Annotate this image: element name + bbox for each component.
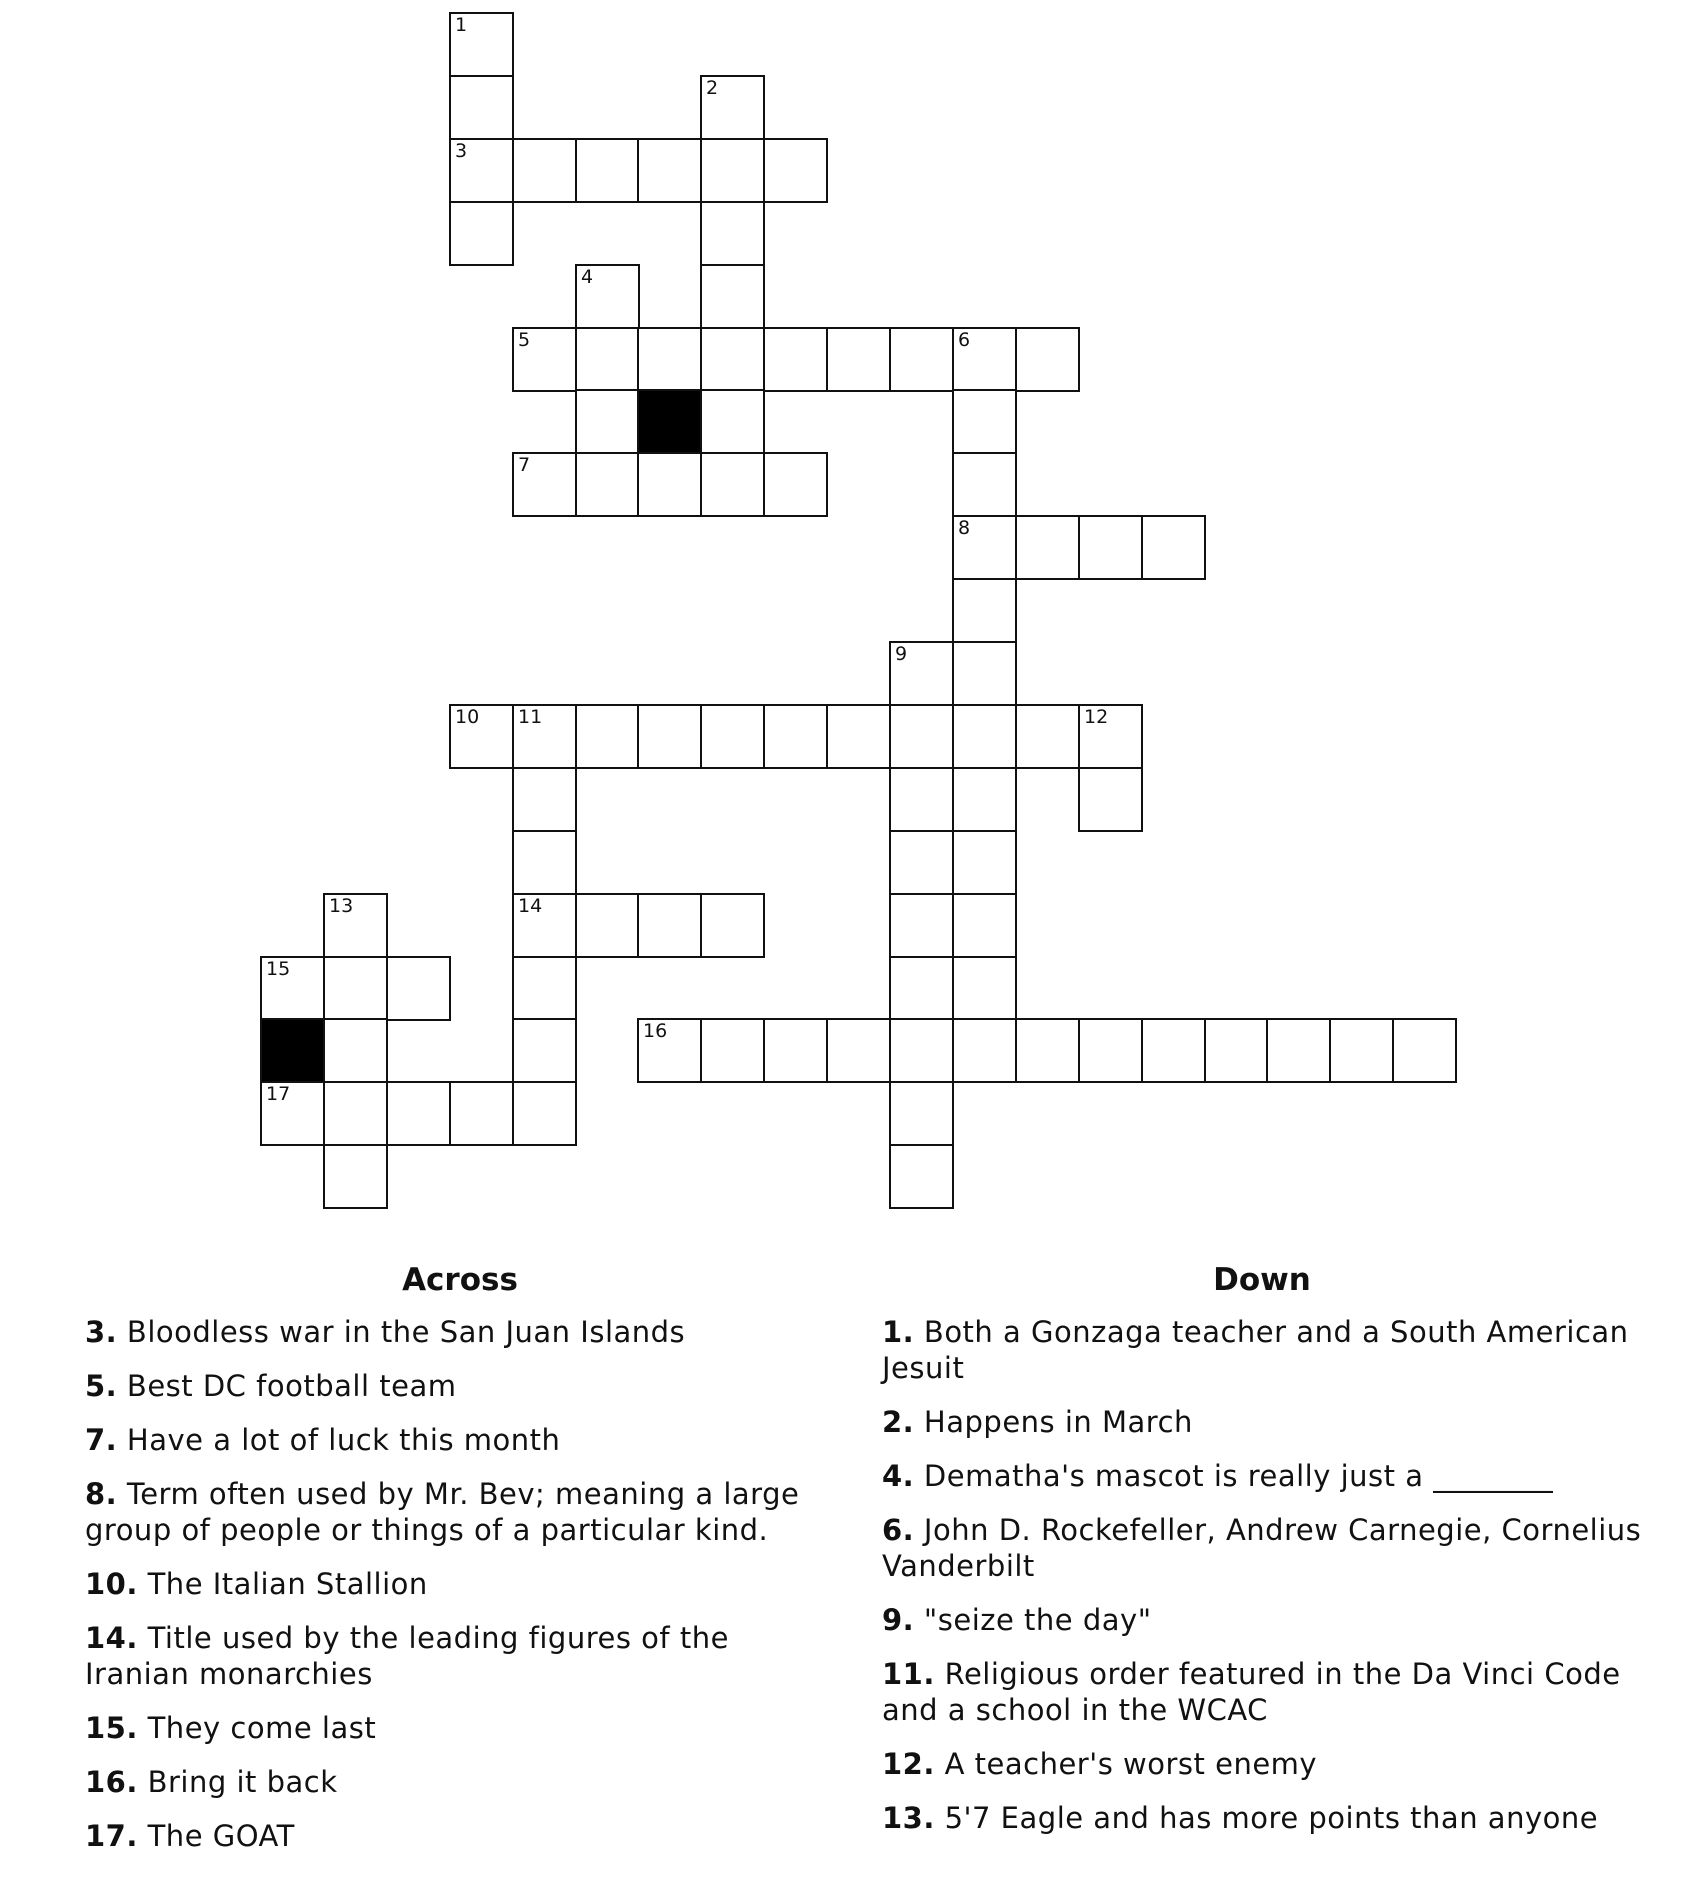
clue-number: 6: [958, 329, 971, 351]
grid-cell[interactable]: [952, 515, 1017, 580]
grid-cell[interactable]: [700, 389, 765, 454]
clue-number: 16: [643, 1020, 668, 1042]
down-clues: [882, 1262, 1642, 1854]
grid-cell[interactable]: [1015, 704, 1080, 769]
across-clue: [85, 1620, 835, 1692]
grid-cell[interactable]: [512, 767, 577, 832]
grid-cell[interactable]: [512, 1081, 577, 1146]
grid-cell[interactable]: [637, 452, 702, 517]
clue-text: Dematha's mascot is really just a ________: [923, 1459, 1554, 1493]
clue-number: 5: [518, 329, 531, 351]
grid-cell[interactable]: [1078, 767, 1143, 832]
clue-number: 2: [706, 77, 719, 99]
grid-cell[interactable]: [323, 1144, 388, 1209]
grid-cell[interactable]: [1015, 327, 1080, 392]
grid-cell[interactable]: [763, 704, 828, 769]
black-square: [637, 389, 702, 454]
down-clue: [882, 1404, 1642, 1440]
grid-cell[interactable]: [952, 893, 1017, 958]
grid-cell[interactable]: [700, 201, 765, 266]
across-clue: [85, 1368, 835, 1404]
across-clue: [85, 1818, 835, 1854]
grid-cell[interactable]: [889, 767, 954, 832]
grid-cell[interactable]: [1141, 515, 1206, 580]
grid-cell[interactable]: [952, 767, 1017, 832]
clue-number: 15: [266, 958, 291, 980]
grid-cell[interactable]: [575, 264, 640, 329]
clue-num: 7.: [85, 1423, 118, 1457]
grid-cell[interactable]: [512, 830, 577, 895]
clue-text: A teacher's worst enemy: [944, 1747, 1318, 1781]
clue-text: Title used by the leading figures of the Iranian monarchies: [85, 1621, 729, 1691]
grid-cell[interactable]: [1078, 1018, 1143, 1083]
grid-cell[interactable]: [700, 327, 765, 392]
clue-num: 2.: [882, 1405, 915, 1439]
across-clue: [85, 1710, 835, 1746]
grid-cell[interactable]: [889, 893, 954, 958]
grid-cell[interactable]: [889, 704, 954, 769]
grid-cell[interactable]: [323, 1018, 388, 1083]
down-clue: [882, 1458, 1642, 1494]
grid-cell[interactable]: [889, 830, 954, 895]
clue-number: 7: [518, 454, 531, 476]
grid-cell[interactable]: [826, 327, 891, 392]
grid-cell[interactable]: [1078, 704, 1143, 769]
across-clue: [85, 1764, 835, 1800]
clue-number: 11: [518, 706, 543, 728]
clue-num: 13.: [882, 1801, 935, 1835]
grid-cell[interactable]: [1392, 1018, 1457, 1083]
grid-cell[interactable]: [700, 893, 765, 958]
down-clue-list: [882, 1314, 1642, 1836]
grid-cell[interactable]: [700, 1018, 765, 1083]
grid-cell[interactable]: [637, 893, 702, 958]
grid-cell[interactable]: [449, 201, 514, 266]
grid-cell[interactable]: [512, 138, 577, 203]
grid-cell[interactable]: [889, 641, 954, 706]
grid-cell[interactable]: [512, 452, 577, 517]
across-clue-list: [85, 1314, 835, 1854]
clue-text: Religious order featured in the Da Vinci Code and a school in the WCAC: [882, 1657, 1621, 1727]
clue-num: 15.: [85, 1711, 138, 1745]
grid-cell[interactable]: [700, 264, 765, 329]
clue-number: 4: [581, 266, 594, 288]
grid-cell[interactable]: [1204, 1018, 1269, 1083]
clue-text: 5'7 Eagle and has more points than anyone: [944, 1801, 1599, 1835]
clue-num: 11.: [882, 1657, 935, 1691]
grid-cell[interactable]: [323, 893, 388, 958]
grid-cell[interactable]: [826, 704, 891, 769]
grid-cell[interactable]: [512, 327, 577, 392]
grid-cell[interactable]: [889, 956, 954, 1021]
clue-text: John D. Rockefeller, Andrew Carnegie, Cornelius Vanderbilt: [882, 1513, 1642, 1583]
grid-cell[interactable]: [449, 12, 514, 77]
grid-cell[interactable]: [637, 138, 702, 203]
grid-cell[interactable]: [763, 138, 828, 203]
grid-cell[interactable]: [889, 327, 954, 392]
grid-cell[interactable]: [449, 75, 514, 140]
grid-cell[interactable]: [952, 1018, 1017, 1083]
across-clue: [85, 1314, 835, 1350]
clue-number: 12: [1084, 706, 1109, 728]
grid-cell[interactable]: [575, 138, 640, 203]
clue-num: 12.: [882, 1747, 935, 1781]
grid-cell[interactable]: [575, 389, 640, 454]
across-clue: [85, 1476, 835, 1548]
clue-num: 9.: [882, 1603, 915, 1637]
clue-number: 10: [455, 706, 480, 728]
clue-number: 14: [518, 895, 543, 917]
clue-num: 14.: [85, 1621, 138, 1655]
grid-cell[interactable]: [512, 1018, 577, 1083]
clue-text: The Italian Stallion: [147, 1567, 428, 1601]
across-clue: [85, 1422, 835, 1458]
grid-cell[interactable]: [952, 830, 1017, 895]
grid-cell[interactable]: [575, 327, 640, 392]
grid-cell[interactable]: [952, 704, 1017, 769]
grid-cell[interactable]: [952, 578, 1017, 643]
grid-cell[interactable]: [512, 956, 577, 1021]
grid-cell[interactable]: [889, 1018, 954, 1083]
grid-cell[interactable]: [260, 956, 325, 1021]
grid-cell[interactable]: [763, 1018, 828, 1083]
grid-cell[interactable]: [260, 1081, 325, 1146]
clue-num: 1.: [882, 1315, 915, 1349]
clue-num: 16.: [85, 1765, 138, 1799]
clue-num: 4.: [882, 1459, 915, 1493]
clue-text: Happens in March: [923, 1405, 1193, 1439]
grid-cell[interactable]: [700, 452, 765, 517]
across-heading: Across: [402, 1262, 518, 1298]
clue-num: 6.: [882, 1513, 915, 1547]
grid-cell[interactable]: [700, 75, 765, 140]
down-clue: [882, 1800, 1642, 1836]
clue-text: "seize the day": [923, 1603, 1152, 1637]
clue-text: The GOAT: [147, 1819, 295, 1853]
clue-text: Term often used by Mr. Bev; meaning a large group of people or things of a particular kind.: [85, 1477, 800, 1547]
grid-cell[interactable]: [1141, 1018, 1206, 1083]
grid-cell[interactable]: [323, 956, 388, 1021]
clue-num: 17.: [85, 1819, 138, 1853]
grid-cell[interactable]: [449, 704, 514, 769]
grid-cell[interactable]: [952, 389, 1017, 454]
down-clue: [882, 1602, 1642, 1638]
clue-text: Bloodless war in the San Juan Islands: [126, 1315, 686, 1349]
black-square: [260, 1018, 325, 1083]
clue-text: Bring it back: [147, 1765, 338, 1799]
grid-cell[interactable]: [512, 893, 577, 958]
grid-cell[interactable]: [889, 1081, 954, 1146]
grid-cell[interactable]: [700, 138, 765, 203]
down-clue: [882, 1656, 1642, 1728]
clue-number: 13: [329, 895, 354, 917]
grid-cell[interactable]: [1015, 515, 1080, 580]
grid-cell[interactable]: [575, 893, 640, 958]
grid-cell[interactable]: [952, 452, 1017, 517]
clue-num: 3.: [85, 1315, 118, 1349]
grid-cell[interactable]: [512, 704, 577, 769]
grid-cell[interactable]: [637, 704, 702, 769]
clue-num: 5.: [85, 1369, 118, 1403]
across-clue: [85, 1566, 835, 1602]
grid-cell[interactable]: [952, 327, 1017, 392]
clue-number: 17: [266, 1083, 291, 1105]
clue-number: 3: [455, 140, 468, 162]
clue-text: They come last: [147, 1711, 377, 1745]
grid-cell[interactable]: [1015, 1018, 1080, 1083]
grid-cell[interactable]: [637, 327, 702, 392]
grid-cell[interactable]: [575, 452, 640, 517]
grid-cell[interactable]: [323, 1081, 388, 1146]
grid-cell[interactable]: [1266, 1018, 1331, 1083]
grid-cell[interactable]: [952, 956, 1017, 1021]
clue-number: 8: [958, 517, 971, 539]
grid-cell[interactable]: [763, 452, 828, 517]
grid-cell[interactable]: [1078, 515, 1143, 580]
grid-cell[interactable]: [826, 1018, 891, 1083]
clue-number: 1: [455, 14, 468, 36]
clue-num: 8.: [85, 1477, 118, 1511]
grid-cell[interactable]: [637, 1018, 702, 1083]
clue-text: Have a lot of luck this month: [126, 1423, 561, 1457]
grid-cell[interactable]: [952, 641, 1017, 706]
grid-cell[interactable]: [700, 704, 765, 769]
across-clues: [85, 1262, 835, 1872]
grid-cell[interactable]: [763, 327, 828, 392]
grid-cell[interactable]: [1329, 1018, 1394, 1083]
down-clue: [882, 1314, 1642, 1386]
grid-cell[interactable]: [575, 704, 640, 769]
grid-cell[interactable]: [386, 1081, 451, 1146]
grid-cell[interactable]: [386, 956, 451, 1021]
grid-cell[interactable]: [449, 138, 514, 203]
down-clue: [882, 1746, 1642, 1782]
clue-text: Both a Gonzaga teacher and a South American Jesuit: [882, 1315, 1629, 1385]
clue-text: Best DC football team: [126, 1369, 457, 1403]
clue-num: 10.: [85, 1567, 138, 1601]
grid-cell[interactable]: [889, 1144, 954, 1209]
down-clue: [882, 1512, 1642, 1584]
down-heading: Down: [1213, 1262, 1311, 1298]
grid-cell[interactable]: [449, 1081, 514, 1146]
clue-number: 9: [895, 643, 908, 665]
